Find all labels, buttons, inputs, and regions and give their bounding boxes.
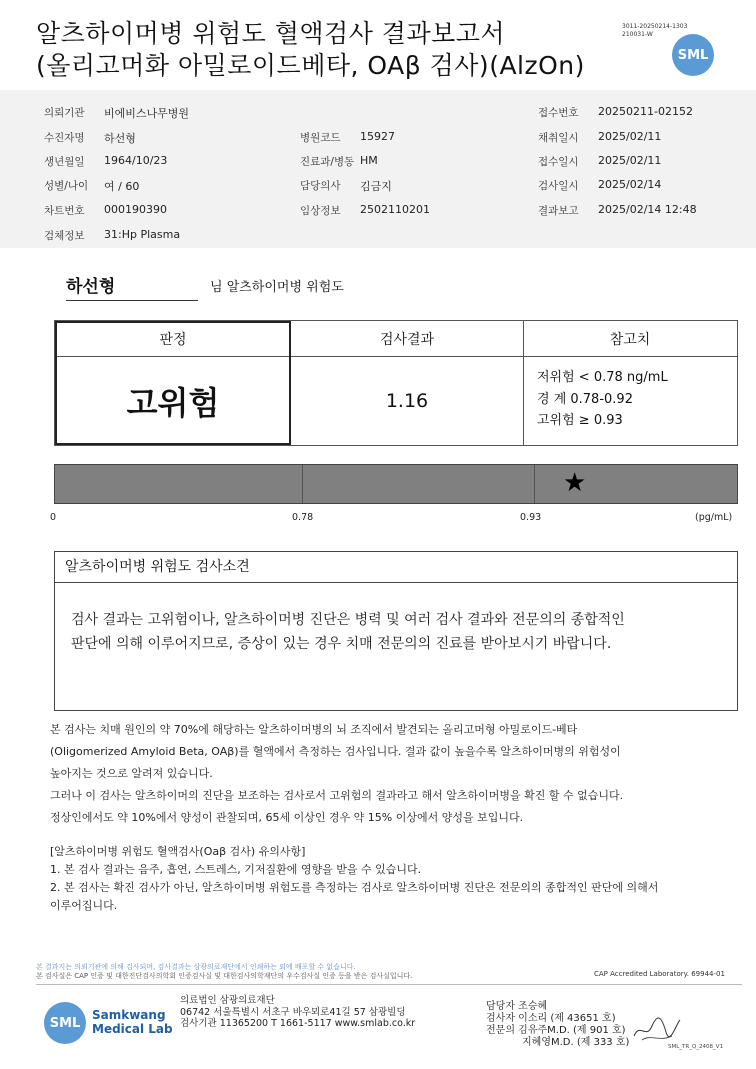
footer-logo-line2: Medical Lab [92,1022,173,1036]
hospital-code-label: 병원코드 [300,132,341,144]
staff-line-3: 전문의 김유주M.D. (제 901 호) [486,1025,626,1036]
footer-certification: 본 검사실은 CAP 인증 및 대한진단검사의학회 인증검사실 및 대한검사의학재단의 우수검사실 인증 등을 받은 검사실입니다. [36,972,413,980]
collect-date-value: 2025/02/11 [598,130,662,143]
specimen-label: 검체정보 [44,230,85,242]
birth-value: 1964/10/23 [104,154,168,167]
footer-address-line3: 검사기관 11365200 T 1661-5117 www.smlab.co.kr [180,1018,416,1029]
footer-logo-text [92,1008,173,1036]
reference-ranges [537,367,668,432]
reference-mid: 경 계 0.78-0.92 [537,391,633,407]
column-divider [523,321,524,445]
collect-date-label: 채취일시 [538,132,579,144]
received-date-value: 2025/02/11 [598,154,662,167]
gauge-unit-label: (pg/mL) [695,512,733,523]
specimen-value: 31:Hp Plasma [104,228,181,241]
risk-gauge-bar [54,464,738,504]
cap-accreditation: CAP Accredited Laboratory. 69944-01 [594,970,725,978]
footer-notice: 본 결과지는 의뢰기관에 의해 검사되며, 검사결과는 삼광의료재단에서 인쇄하는 외에 배포할 수 없습니다. [36,963,356,971]
document-code-line2: 210031-W [622,31,653,38]
clinical-info-label: 임상정보 [300,205,341,217]
gauge-label-min: 0 [50,512,57,523]
referring-org-value: 비에비스나무병원 [104,107,190,120]
sml-footer-logo-badge: SML [44,1002,86,1044]
description-line-4: 그러나 이 검사는 알츠하이머의 진단을 보조하는 검사로서 고위험의 결과라고 해서 알츠하이머병을 확진 할 수 없습니다. [50,789,624,802]
description-line-3: 높아지는 것으로 알려져 있습니다. [50,767,213,780]
sex-age-label: 성별/나이 [44,180,89,192]
document-code-line1: 3011-20250214-1303 [622,23,688,30]
opinion-body [71,608,741,656]
report-title-line1: 알츠하이머병 위험도 혈액검사 결과보고서 [36,19,506,48]
clinical-info-value: 2502110201 [360,203,430,216]
gauge-tick-0.78 [302,465,303,503]
footer-address [180,995,415,1030]
form-code: SML_TR_Q_2408_V1 [668,1044,724,1050]
chart-no-label: 차트번호 [44,205,85,217]
opinion-line-1: 검사 결과는 고위험이나, 알츠하이머병 진단은 병력 및 여러 검사 결과와 전문의의 종합적인 [71,612,625,628]
patient-value: 하선형 [104,132,136,145]
reference-low: 저위험 < 0.78 ng/mL [537,370,668,385]
judgement-value: 고위험 [126,384,220,422]
birth-label: 생년월일 [44,156,85,168]
dept-label: 진료과/병동 [300,156,355,168]
report-date-label: 결과보고 [538,205,579,217]
footer-divider [36,984,742,985]
patient-heading-suffix: 님 알츠하이머병 위험도 [210,280,344,295]
result-table [54,320,738,446]
dept-value: HM [360,154,378,167]
received-date-label: 접수일시 [538,156,579,168]
gauge-label-tick2: 0.93 [520,512,542,523]
report-date-value: 2025/02/14 12:48 [598,203,697,216]
test-date-label: 검사일시 [538,180,579,192]
gauge-label-tick1: 0.78 [292,512,314,523]
staff-line-4: 지혜영M.D. (제 333 호) [522,1037,630,1048]
document-code [622,23,687,39]
reference-header: 참고치 [523,321,737,357]
opinion-box [54,551,738,711]
doctor-value: 김금지 [360,180,392,193]
report-title-line2: (올리고머화 아밀로이드베타, OAβ 검사)(AlzOn) [36,51,585,80]
description-line-2: (Oligomerized Amyloid Beta, OAβ)를 혈액에서 측정하는 검사입니다. 결과 값이 높을수록 알츠하이머병의 위험성이 [50,745,621,758]
description-line-1: 본 검사는 치매 원인의 약 70%에 해당하는 알츠하이머병의 뇌 조직에서 발견되는 올리고머형 아밀로이드-베타 [50,723,578,736]
reference-high: 고위험 ≥ 0.93 [537,413,623,428]
sex-age-value: 여 / 60 [104,180,140,193]
footer-address-line1: 의료법인 삼광의료재단 [180,995,275,1006]
patient-heading-name: 하선형 [66,272,198,301]
report-title [36,18,585,82]
result-value: 1.16 [385,390,429,412]
receipt-no-label: 접수번호 [538,107,579,119]
precautions-header: [알츠하이머병 위험도 혈액검사(Oaβ 검사) 유의사항] [50,845,306,858]
footer-logo-line1: Samkwang [92,1008,166,1022]
precautions [50,843,658,915]
judgement-highlight-box [55,321,291,445]
staff-line-1: 담당자 조승혜 [486,1001,548,1012]
footer-staff [486,1001,629,1049]
chart-no-value: 000190390 [104,203,167,216]
judge-header: 판정 [55,321,291,357]
hospital-code-value: 15927 [360,130,395,143]
signature-icon [632,1014,682,1044]
precaution-item-2: 2. 본 검사는 확진 검사가 아닌, 알츠하이머병 위험도를 측정하는 검사로 알츠하이머병 진단은 전문의의 종합적인 판단에 의해서 [50,881,659,894]
footer-address-line2: 06742 서울특별시 서초구 바우뫼로41길 57 삼광빌딩 [180,1006,406,1018]
test-date-value: 2025/02/14 [598,178,662,191]
referring-org-label: 의뢰기관 [44,107,85,119]
patient-label: 수진자명 [44,132,85,144]
opinion-line-2: 판단에 의해 이루어지므로, 증상이 있는 경우 치매 전문의의 진료를 받아보시기 바랍니다. [71,636,612,652]
opinion-title: 알츠하이머병 위험도 검사소견 [55,552,737,583]
sml-logo-badge: SML [672,34,714,76]
precaution-item-1: 1. 본 검사 결과는 음주, 흡연, 스트레스, 기저질환에 영향을 받을 수 있습니다. [50,863,422,876]
staff-line-2: 검사자 이소리 (제 43651 호) [486,1013,616,1024]
gauge-tick-0.93 [534,465,535,503]
patient-info-panel [0,90,756,248]
receipt-no-value: 20250211-02152 [598,105,693,118]
result-header: 검사결과 [291,321,523,357]
precaution-item-2-cont: 이루어집니다. [50,899,118,912]
result-marker-star-icon: ★ [563,468,587,498]
doctor-label: 담당의사 [300,180,341,192]
description-line-5: 정상인에서도 약 10%에서 양성이 관찰되며, 65세 이상인 경우 약 15% 이상에서 양성을 보입니다. [50,811,524,824]
